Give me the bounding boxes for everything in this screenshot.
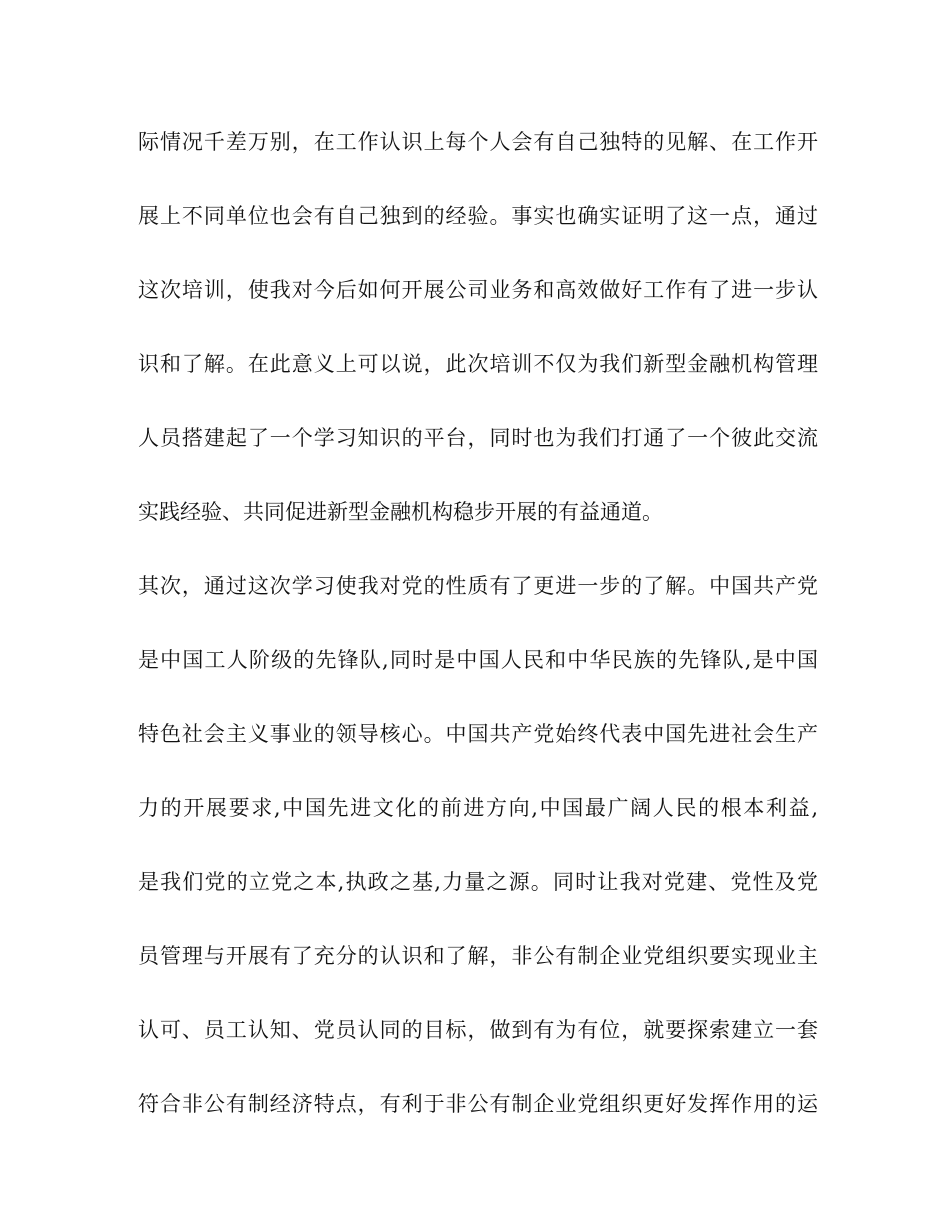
text-line: 特色社会主义事业的领导核心。中国共产党始终代表中国先进社会生产 [138, 722, 818, 746]
text-line: 符合非公有制经济特点，有利于非公有制企业党组织更好发挥作用的运 [138, 1092, 818, 1116]
text-line: 其次，通过这次学习使我对党的性质有了更进一步的了解。中国共产党 [138, 574, 818, 598]
text-line: 人员搭建起了一个学习知识的平台，同时也为我们打通了一个彼此交流 [138, 426, 818, 450]
text-line: 这次培训，使我对今后如何开展公司业务和高效做好工作有了进一步认 [138, 278, 818, 302]
text-line: 力的开展要求,中国先进文化的前进方向,中国最广阔人民的根本利益, [138, 796, 818, 820]
text-line: 是中国工人阶级的先锋队,同时是中国人民和中华民族的先锋队,是中国 [138, 648, 818, 672]
text-line: 际情况千差万别，在工作认识上每个人会有自己独特的见解、在工作开 [138, 130, 818, 154]
text-line: 员管理与开展有了充分的认识和了解，非公有制企业党组织要实现业主 [138, 944, 818, 968]
text-line: 展上不同单位也会有自己独到的经验。事实也确实证明了这一点，通过 [138, 204, 818, 228]
text-line: 实践经验、共同促进新型金融机构稳步开展的有益通道。 [138, 500, 663, 524]
text-line: 认可、员工认知、党员认同的目标，做到有为有位，就要探索建立一套 [138, 1018, 818, 1042]
text-line: 识和了解。在此意义上可以说，此次培训不仅为我们新型金融机构管理 [138, 352, 818, 376]
text-line: 是我们党的立党之本,执政之基,力量之源。同时让我对党建、党性及党 [138, 870, 818, 894]
